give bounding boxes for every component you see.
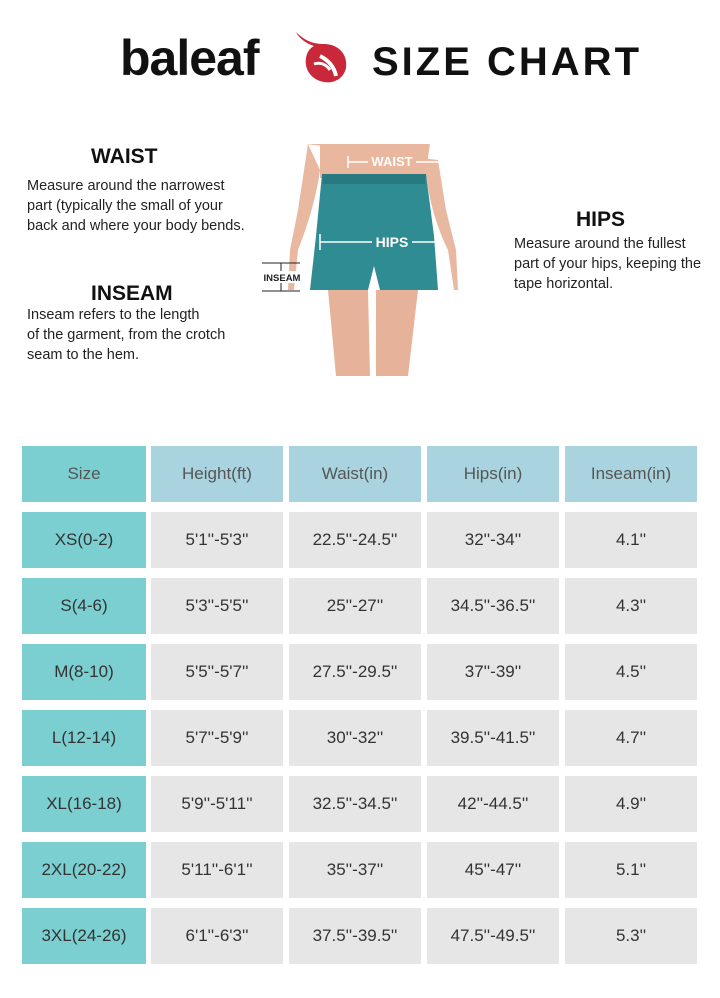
inseam-heading: INSEAM: [91, 282, 173, 305]
table-cell: 5.1'': [565, 842, 697, 898]
inseam-desc-line: seam to the hem.: [27, 347, 140, 363]
table-cell: 5.3'': [565, 908, 697, 964]
hips-heading: HIPS: [576, 208, 626, 231]
table-cell: 6'1''-6'3'': [151, 908, 283, 964]
table-cell: 5'7''-5'9'': [151, 710, 283, 766]
table-cell: 37.5''-39.5'': [289, 908, 421, 964]
table-cell: 45''-47'': [427, 842, 559, 898]
waist-heading: WAIST: [91, 145, 158, 168]
table-cell: 5'5''-5'7'': [151, 644, 283, 700]
table-header-cell: Hips(in): [427, 446, 559, 502]
table-cell: 5'3''-5'5'': [151, 578, 283, 634]
table-cell: 25''-27'': [289, 578, 421, 634]
shorts-waistband: [322, 174, 426, 184]
table-cell: 30''-32'': [289, 710, 421, 766]
table-row-size: 2XL(20-22): [22, 842, 146, 898]
hips-desc-line: tape horizontal.: [514, 276, 614, 292]
table-cell: 4.3'': [565, 578, 697, 634]
hips-desc-line: Measure around the fullest: [514, 236, 686, 252]
table-header-cell: Inseam(in): [565, 446, 697, 502]
hips-figure-label: HIPS: [375, 234, 409, 250]
table-cell: 4.5'': [565, 644, 697, 700]
table-row-size: M(8-10): [22, 644, 146, 700]
table-row-size: S(4-6): [22, 578, 146, 634]
table-cell: 42''-44.5'': [427, 776, 559, 832]
leaf-flame-logo-icon: [290, 26, 352, 86]
table-header-cell: Height(ft): [151, 446, 283, 502]
waist-description: [27, 176, 245, 236]
shorts-model-figure: [258, 140, 488, 380]
table-row-size: L(12-14): [22, 710, 146, 766]
waist-desc-line: part (typically the small of your: [27, 198, 223, 214]
waist-desc-line: back and where your body bends.: [27, 218, 245, 234]
leg: [328, 290, 370, 376]
waist-figure-label: WAIST: [371, 154, 413, 169]
inseam-desc-line: of the garment, from the crotch: [27, 327, 226, 343]
table-cell: 32''-34'': [427, 512, 559, 568]
table-header-cell: Size: [22, 446, 146, 502]
table-cell: 4.7'': [565, 710, 697, 766]
hips-description: [514, 234, 701, 294]
brand-name: baleaf: [120, 30, 259, 86]
inseam-figure-label: INSEAM: [263, 273, 301, 284]
inseam-description: [27, 305, 225, 365]
table-cell: 5'9''-5'11'': [151, 776, 283, 832]
table-cell: 47.5''-49.5'': [427, 908, 559, 964]
page-title: SIZE CHART: [372, 40, 642, 84]
table-cell: 39.5''-41.5'': [427, 710, 559, 766]
table-cell: 37''-39'': [427, 644, 559, 700]
table-row-size: XL(16-18): [22, 776, 146, 832]
leg: [376, 290, 418, 376]
table-cell: 22.5''-24.5'': [289, 512, 421, 568]
table-cell: 32.5''-34.5'': [289, 776, 421, 832]
table-row-size: 3XL(24-26): [22, 908, 146, 964]
waist-desc-line: Measure around the narrowest: [27, 178, 225, 194]
table-cell: 27.5''-29.5'': [289, 644, 421, 700]
table-cell: 4.1'': [565, 512, 697, 568]
header: [0, 22, 720, 94]
hips-desc-line: part of your hips, keeping the: [514, 256, 702, 272]
table-header-cell: Waist(in): [289, 446, 421, 502]
table-cell: 34.5''-36.5'': [427, 578, 559, 634]
table-row-size: XS(0-2): [22, 512, 146, 568]
table-cell: 5'11''-6'1'': [151, 842, 283, 898]
inseam-desc-line: Inseam refers to the length: [27, 307, 200, 323]
table-cell: 35''-37'': [289, 842, 421, 898]
table-cell: 4.9'': [565, 776, 697, 832]
table-cell: 5'1''-5'3'': [151, 512, 283, 568]
